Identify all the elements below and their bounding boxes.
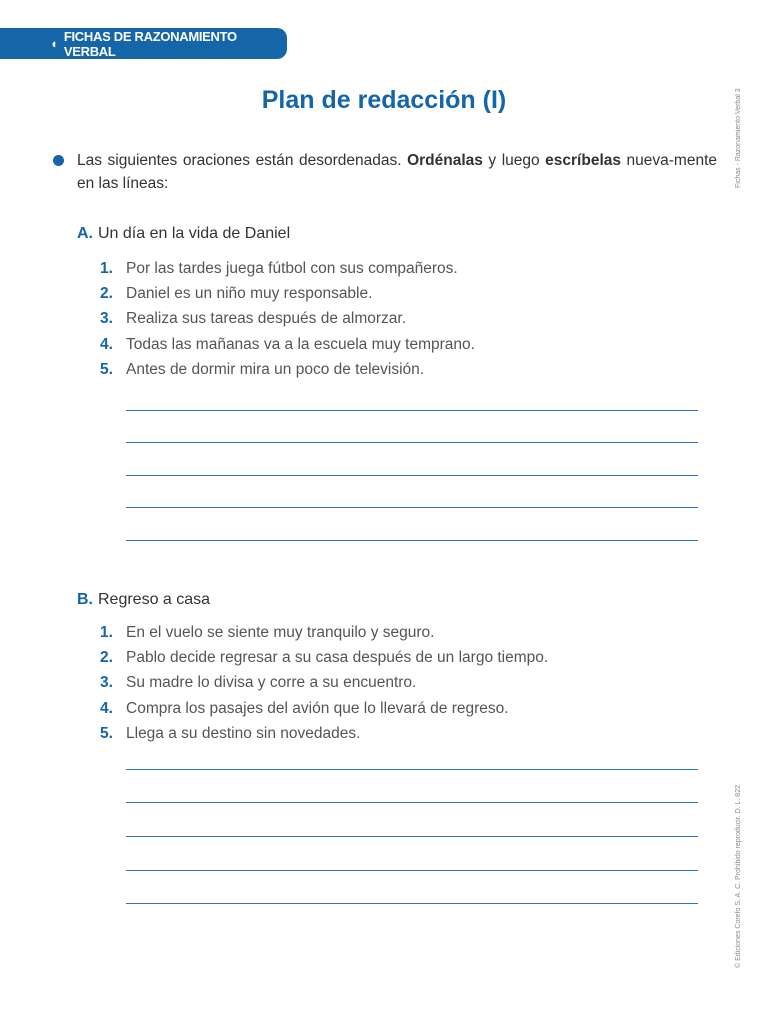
section-letter: B.	[77, 591, 93, 608]
list-item	[100, 281, 475, 306]
instruction-bold: escríbelas	[545, 152, 621, 169]
item-text: Por las tardes juega fútbol con sus compañeros.	[126, 259, 458, 277]
section-b-heading	[77, 591, 210, 609]
item-text: En el vuelo se siente muy tranquilo y seguro.	[126, 623, 435, 641]
list-item	[100, 620, 548, 645]
section-b-list	[100, 620, 548, 746]
instruction-text	[77, 149, 717, 195]
header-label: FICHAS DE RAZONAMIENTO VERBAL	[63, 28, 237, 59]
list-item	[100, 256, 475, 281]
list-item	[100, 307, 475, 332]
writing-line[interactable]	[126, 769, 698, 770]
writing-line[interactable]	[126, 442, 698, 443]
item-number: 5.	[100, 360, 113, 378]
list-item	[100, 332, 475, 357]
list-item	[100, 696, 548, 721]
item-text: Antes de dormir mira un poco de televisión.	[126, 360, 425, 378]
header-tab	[0, 28, 287, 59]
item-number: 4.	[100, 335, 113, 353]
item-number: 1.	[100, 259, 113, 277]
item-number: 3.	[100, 310, 113, 328]
writing-line[interactable]	[126, 410, 698, 411]
list-item	[100, 645, 548, 670]
section-title: Regreso a casa	[98, 591, 211, 608]
instruction-part: nueva-mente en las líneas:	[77, 152, 717, 192]
side-text-copyright: © Ediciones Corefo S. A. C. Prohibido reproducir. D. L. 822	[735, 785, 742, 968]
writing-line[interactable]	[126, 475, 698, 476]
list-item	[100, 671, 548, 696]
writing-line[interactable]	[126, 870, 698, 871]
half-circle-icon: ◖	[50, 36, 58, 51]
section-a-list	[100, 256, 475, 382]
item-number: 4.	[100, 699, 113, 717]
item-number: 1.	[100, 623, 113, 641]
list-item	[100, 721, 548, 746]
instruction-part: y luego	[482, 152, 546, 169]
item-text: Pablo decide regresar a su casa después de un largo tiempo.	[126, 648, 549, 666]
writing-line[interactable]	[126, 836, 698, 837]
side-text-series: Fichas - Razonamiento Verbal 3	[735, 88, 742, 188]
item-text: Compra los pasajes del avión que lo llevará de regreso.	[126, 699, 509, 717]
writing-line[interactable]	[126, 540, 698, 541]
writing-line[interactable]	[126, 903, 698, 904]
item-number: 2.	[100, 284, 113, 302]
list-item	[100, 357, 475, 382]
section-a-heading	[77, 225, 290, 243]
section-letter: A.	[77, 225, 93, 242]
instruction-bold: Ordénalas	[407, 152, 483, 169]
item-text: Su madre lo divisa y corre a su encuentro.	[126, 674, 417, 692]
bullet-icon	[53, 155, 64, 166]
writing-line[interactable]	[126, 507, 698, 508]
item-number: 5.	[100, 724, 113, 742]
page-title: Plan de redacción (I)	[261, 86, 507, 114]
item-text: Todas las mañanas va a la escuela muy temprano.	[126, 335, 475, 353]
instruction-part: Las siguientes oraciones están desordenadas.	[77, 152, 408, 169]
writing-line[interactable]	[126, 802, 698, 803]
item-text: Llega a su destino sin novedades.	[126, 724, 361, 742]
item-text: Realiza sus tareas después de almorzar.	[126, 310, 407, 328]
item-text: Daniel es un niño muy responsable.	[126, 284, 373, 302]
item-number: 2.	[100, 648, 113, 666]
item-number: 3.	[100, 674, 113, 692]
section-title: Un día en la vida de Daniel	[98, 225, 291, 242]
